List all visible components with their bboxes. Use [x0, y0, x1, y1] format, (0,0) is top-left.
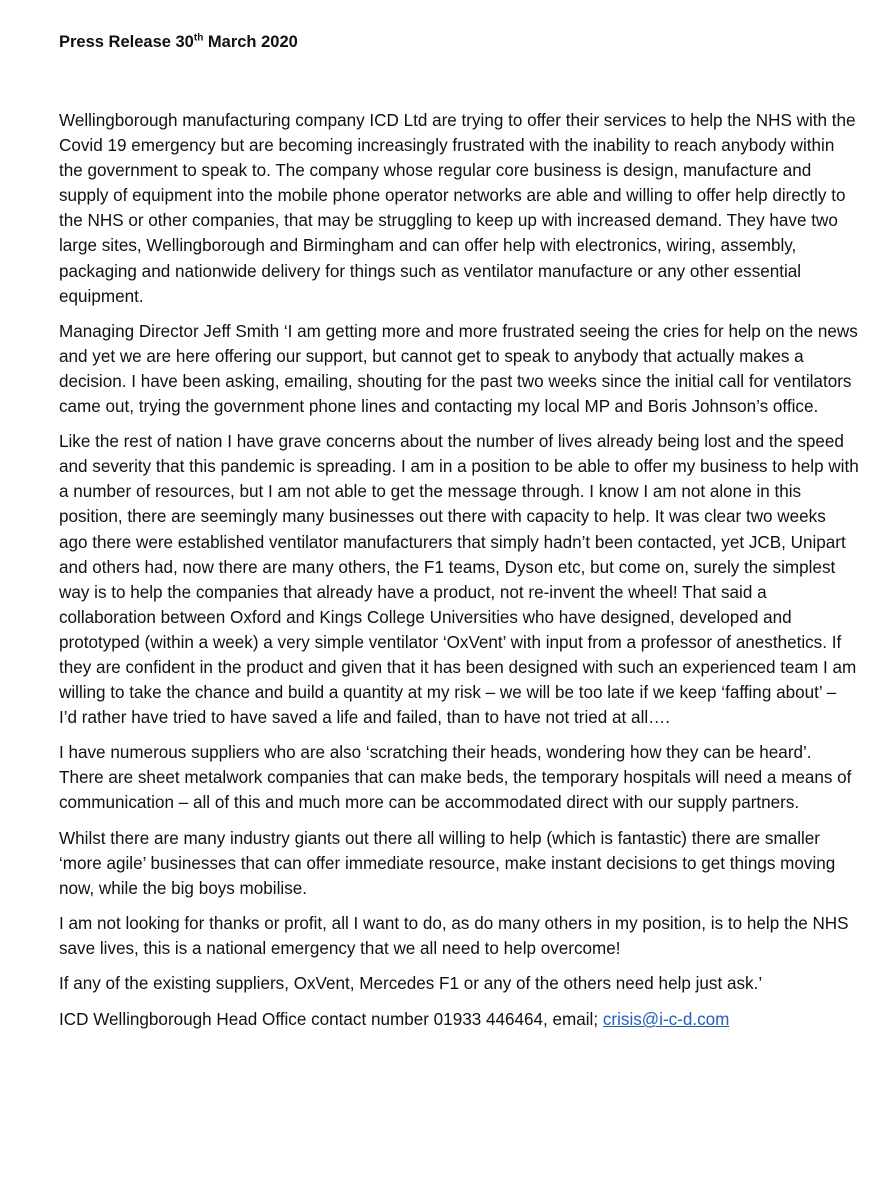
paragraph-concerns: Like the rest of nation I have grave concerns about the number of lives already being lost and the speed and severity that this pandemic is spreading. I am in a position to be able to offer my business to help with a number of resources, but I am not able to get the message through. I know I am not alone in this position, there are seemingly many businesses out there with capacity to help. It was clear two weeks ago there were established ventilator manufacturers that simply hadn’t been contacted, yet JCB, Unipart and others had, now there are many others, the F1 teams, Dyson etc, but come on, surely the simplest way is to help the companies that already have a product, not re-invent the wheel! That said a collaboration between Oxford and Kings College Universities who have designed, developed and prototyped (within a week) a very simple ventilator ‘OxVent’ with input from a professor of anesthetics. If they are confident in the product and given that it has been designed with such an experienced team I am willing to take the chance and build a quantity at my risk – we will be too late if we keep ‘faffing about’ – I’d rather have tried to have saved a life and failed, than to have not tried at all…. [59, 432, 859, 728]
paragraph-industry-giants: Whilst there are many industry giants out there all willing to help (which is fantastic) there are smaller ‘more agile’ businesses that can offer immediate resource, make instant decisions to get things moving now, while the big boys mobilise. [59, 828, 836, 898]
email-link[interactable]: crisis@i-c-d.com [602, 1010, 730, 1030]
press-release-page [59, 30, 859, 1042]
paragraph-suppliers: I have numerous suppliers who are also ‘scratching their heads, wondering how they can be heard’. There are sheet metalwork companies that can make beds, the temporary hospitals will need a means of communication – all of this and much more can be accommodated direct with our supply partners. [59, 743, 852, 813]
paragraph-ask: If any of the existing suppliers, OxVent, Mercedes F1 or any of the others need help just ask.’ [59, 974, 763, 993]
contact-text: ICD Wellingborough Head Office contact number 01933 446464, email; [59, 1010, 603, 1030]
paragraph-director-quote: Managing Director Jeff Smith ‘I am getting more and more frustrated seeing the cries for help on the news and yet we are here offering our support, but cannot get to speak to anybody that actually makes a decision. I have been asking, emailing, shouting for the past two weeks since the initial call for ventilators came out, trying the government phone lines and contacting my local MP and Boris Johnson’s office. [59, 321, 858, 417]
title-superscript: th [193, 32, 204, 44]
page-title [59, 30, 859, 54]
title-prefix: Press Release 30 [59, 33, 194, 51]
title-suffix: March 2020 [203, 33, 298, 51]
paragraph-no-profit: I am not looking for thanks or profit, all I want to do, as do many others in my position, is to help the NHS save lives, this is a national emergency that we all need to help overcome! [59, 913, 849, 958]
paragraph-intro: Wellingborough manufacturing company ICD Ltd are trying to offer their services to help the NHS with the Covid 19 emergency but are becoming increasingly frustrated with the inability to reach anybody within the government to speak to. The company whose regular core business is design, manufacture and supply of equipment into the mobile phone operator networks are able and willing to offer help directly to the NHS or other companies, that may be struggling to keep up with increased demand. They have two large sites, Wellingborough and Birmingham and can offer help with electronics, wiring, assembly, packaging and nationwide delivery for things such as ventilator manufacture or any other essential equipment. [59, 111, 856, 306]
contact-line [59, 1007, 859, 1032]
